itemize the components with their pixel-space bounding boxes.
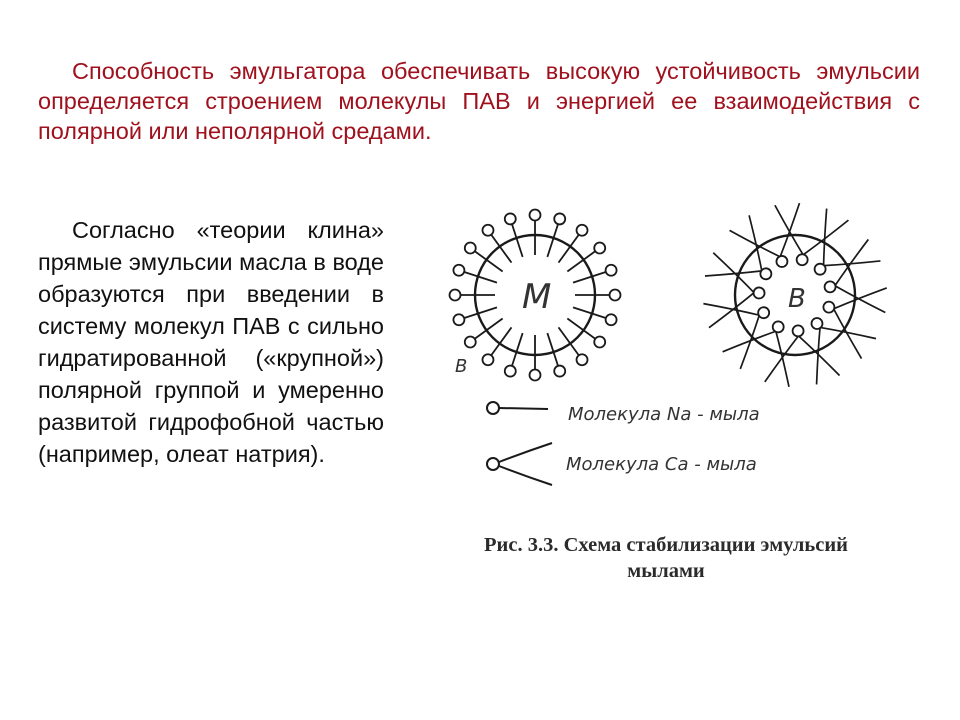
na-soap-molecule (482, 327, 511, 365)
slide-heading: Способность эмульгатора обеспечивать высокую устойчивость эмульсии определяется строением молекулы ПАВ и энергией ее взаимодействия с полярной или неполярной средами. (38, 58, 920, 144)
na-soap-molecule (465, 242, 503, 271)
na-soap-molecule (559, 327, 588, 365)
ca-soap-molecule (703, 304, 769, 369)
ca-soap-molecule (815, 209, 881, 275)
body-paragraph: Согласно «теории клина» прямые эмульсии масла в воде образуются при введении в систему молекул ПАВ с сильно гидратированной («крупной») полярной группой и умеренно развитой гидрофобной частью (например, олеат натрия). (38, 217, 384, 467)
legend-na-soap (487, 402, 760, 425)
ca-soap-molecule (709, 253, 765, 328)
na-soap-molecule (453, 265, 497, 283)
na-soap-molecule-icon (487, 402, 548, 414)
water-phase-label: В (455, 356, 468, 377)
na-soap-molecule (530, 210, 541, 256)
na-soap-molecule (505, 213, 523, 257)
legend-ca-soap (487, 443, 757, 485)
na-soap-molecule (559, 225, 588, 263)
figure-caption-line1: Рис. 3.3. Схема стабилизации эмульсий (484, 534, 848, 556)
na-soap-molecule (547, 213, 565, 257)
water-in-oil-droplet (703, 203, 886, 387)
na-soap-molecule (567, 242, 605, 271)
na-soap-molecule (547, 333, 565, 377)
ca-soap-molecule (730, 203, 800, 267)
legend-na-soap-label: Молекула Na - мыла (568, 404, 760, 425)
na-soap-molecule (505, 333, 523, 377)
na-soap-molecule (573, 265, 617, 283)
right-drop-label: В (788, 284, 806, 314)
legend-ca-soap-label: Молекула Ca - мыла (566, 454, 757, 475)
na-soap-molecule (453, 307, 497, 325)
na-soap-molecule (465, 319, 503, 348)
figure-caption (448, 532, 884, 584)
left-drop-label: М (522, 277, 552, 317)
oil-in-water-droplet (450, 210, 621, 381)
ca-soap-molecule-icon (487, 443, 552, 485)
na-soap-molecule (530, 335, 541, 381)
na-soap-molecule (575, 290, 621, 301)
figure-caption-line2: мылами (627, 560, 705, 582)
na-soap-molecule (567, 319, 605, 348)
na-soap-molecule (482, 225, 511, 263)
na-soap-molecule (450, 290, 496, 301)
na-soap-molecule (573, 307, 617, 325)
